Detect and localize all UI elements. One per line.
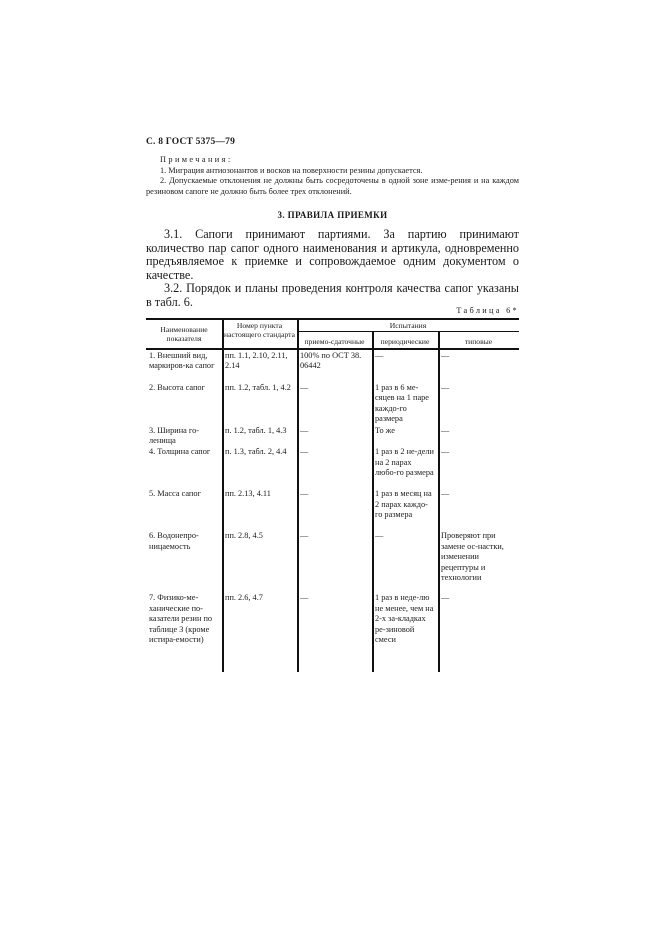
cell-indicator: 4. Толщина сапог xyxy=(149,447,211,457)
cell-indicator: 1. Внешний вид, маркиров-ка сапог xyxy=(149,351,215,371)
cell-type: — xyxy=(441,447,450,457)
cell-periodic: 1 раз в 2 не-дели на 2 парах любо-го размера xyxy=(375,447,434,478)
cell-acceptance: — xyxy=(300,383,309,392)
table-row xyxy=(146,488,519,530)
cell-periodic: То же xyxy=(375,425,395,435)
cell-acceptance: 100% по ОСТ 38. 06442 xyxy=(300,351,362,371)
cell-indicator: 7. Физико-ме-ханические по-казатели резин по таблице 3 (кроме истира-емости) xyxy=(149,593,213,645)
cell-acceptance: — xyxy=(300,425,309,435)
cell-clause: пп. 1.2, табл. 1, 4.2 xyxy=(225,383,291,392)
note-item: 1. Миграция антиозонантов и восков на поверхности резины допускается. xyxy=(160,165,423,175)
cell-clause: пп. 2.6, 4.7 xyxy=(225,593,263,603)
section-body xyxy=(146,228,519,310)
cell-acceptance: — xyxy=(300,447,309,457)
note-item: 2. Допускаемые отклонения не должны быть сосредоточены в одной зоне изме-рения и на каждом резиновом сапоге не должно быть более трех отклонений. xyxy=(146,176,519,196)
paragraph: 3.2. Порядок и планы проведения контроля качества сапог указаны в табл. 6. xyxy=(146,281,519,309)
header-periodic: периодические xyxy=(380,336,430,346)
notes-title: Примечания: xyxy=(160,155,233,164)
table-row xyxy=(146,382,519,425)
cell-acceptance: — xyxy=(300,593,309,603)
cell-type: — xyxy=(441,593,450,603)
table-row xyxy=(146,425,519,447)
cell-indicator: 6. Водонепро-ницаемость xyxy=(149,531,199,551)
notes-block xyxy=(146,155,519,197)
table-caption: Таблица 6* xyxy=(456,306,519,315)
cell-type: — xyxy=(441,383,450,392)
paragraph: 3.1. Сапоги принимают партиями. За партию принимают количество пар сапог одного наименования и артикула, одновременно предъявляемое к приемке и сопровождаемое одним документом о качестве. xyxy=(146,227,519,282)
cell-clause: п. 1.3, табл. 2, 4.4 xyxy=(225,447,287,457)
cell-type: Проверяют при замене ос-настки, изменении рецептуры и технологии xyxy=(441,531,504,583)
table-row xyxy=(146,530,519,592)
table-row xyxy=(146,592,519,662)
cell-acceptance: — xyxy=(300,531,309,541)
page-header: С. 8 ГОСТ 5375—79 xyxy=(146,137,236,147)
header-tests: Испытания xyxy=(389,321,427,330)
cell-periodic: — xyxy=(375,351,384,360)
cell-clause: пп. 1.1, 2.10, 2.11, 2.14 xyxy=(225,351,288,371)
cell-type: — xyxy=(441,425,450,435)
cell-clause: пп. 2.8, 4.5 xyxy=(225,531,263,541)
cell-periodic: — xyxy=(375,531,384,541)
header-clause: Номер пункта настоящего стандарта xyxy=(224,321,295,339)
section-title: 3. ПРАВИЛА ПРИЕМКИ xyxy=(277,210,388,220)
cell-periodic: 1 раз в неде-лю не менее, чем на 2-х за-кладках ре-зиновой смеси xyxy=(375,593,434,645)
cell-indicator: 3. Ширина го-ленища xyxy=(149,425,199,446)
header-type: типовые xyxy=(464,336,493,346)
header-acceptance: приемо-сдаточные xyxy=(304,336,365,346)
table-row xyxy=(146,350,519,382)
cell-acceptance: — xyxy=(300,489,309,499)
cell-indicator: 5. Масса сапог xyxy=(149,489,201,499)
header-indicator: Наименование показателя xyxy=(160,325,208,343)
cell-type: — xyxy=(441,351,450,360)
cell-clause: пп. 2.13, 4.11 xyxy=(225,489,271,499)
cell-type: — xyxy=(441,489,450,499)
cell-clause: п. 1.2, табл. 1, 4.3 xyxy=(225,425,287,435)
cell-indicator: 2. Высота сапог xyxy=(149,383,205,392)
cell-periodic: 1 раз в 6 ме-сяцев на 1 паре каждо-го размера xyxy=(375,383,429,424)
table-row xyxy=(146,446,519,488)
requirements-table xyxy=(146,318,519,672)
cell-periodic: 1 раз в месяц на 2 парах каждо-го размера xyxy=(375,489,432,520)
